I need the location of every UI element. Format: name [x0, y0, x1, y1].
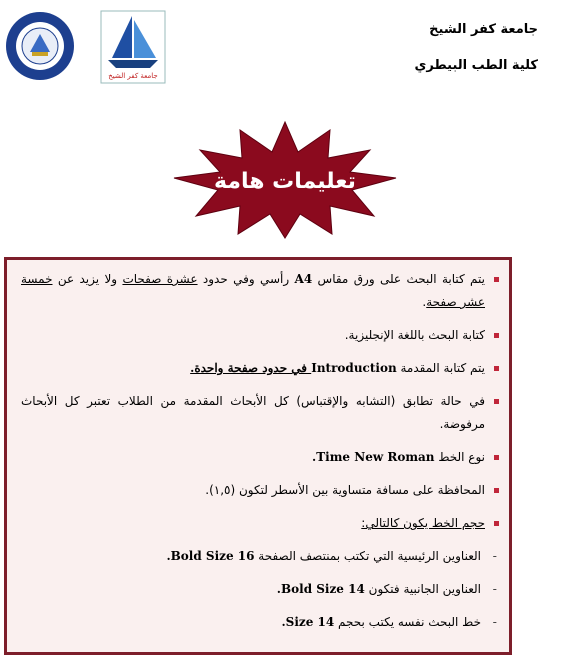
bullet-icon	[494, 488, 499, 493]
list-item: يتم كتابة المقدمة Introduction في حدود صفحة واحدة.	[21, 357, 499, 380]
list-item: في حالة تطابق (التشابه والإقتباس) كل الأبحاث المقدمة من الطلاب تعتبر كل الأبحاث مرفوضة.	[21, 390, 499, 436]
sub-list-item: - العناوين الجانبية فتكون Bold Size 14.	[21, 578, 499, 601]
university-name: جامعة كفر الشيخ	[429, 22, 538, 37]
list-item: يتم كتابة البحث على ورق مقاس A4 رأسي وفي حدود عشرة صفحات ولا يزيد عن خمسة عشر صفحة.	[21, 268, 499, 314]
sailboat-logo	[100, 10, 166, 84]
list-item: المحافظة على مسافة متساوية بين الأسطر لتكون (١,٥).	[21, 479, 499, 502]
bullet-icon	[494, 455, 499, 460]
title-text: تعليمات هامة	[214, 169, 356, 194]
university-seal-logo	[4, 8, 76, 84]
svg-text:جامعة كفر الشيخ: جامعة كفر الشيخ	[108, 72, 158, 80]
bullet-icon	[494, 399, 499, 404]
list-item: حجم الخط يكون كالتالي:	[21, 512, 499, 535]
faculty-name: كلية الطب البيطري	[414, 58, 538, 73]
dash-icon: -	[492, 582, 497, 596]
instructions-box	[4, 257, 512, 655]
bullet-icon	[494, 333, 499, 338]
list-item: كتابة البحث باللغة الإنجليزية.	[21, 324, 499, 347]
sub-list-item: - العناوين الرئيسية التي تكتب بمنتصف الصفحة Bold Size 16.	[21, 545, 499, 568]
dash-icon: -	[492, 615, 497, 629]
bullet-icon	[494, 366, 499, 371]
list-item: نوع الخط Time New Roman.	[21, 446, 499, 469]
dash-icon: -	[492, 549, 497, 563]
title-starburst	[170, 120, 400, 240]
bullet-icon	[494, 277, 499, 282]
sub-list-item: - خط البحث نفسه يكتب بحجم Size 14.	[21, 611, 499, 634]
bullet-icon	[494, 521, 499, 526]
